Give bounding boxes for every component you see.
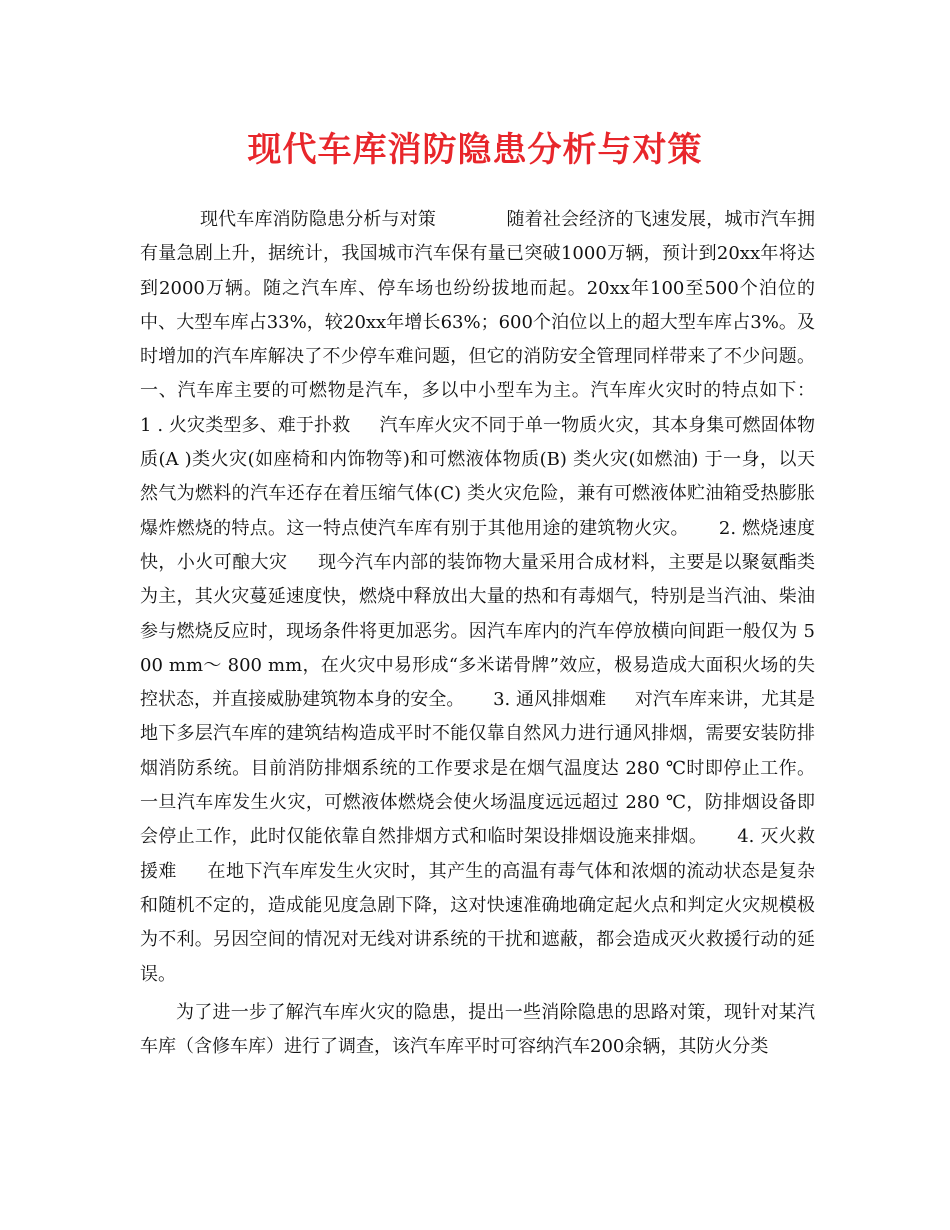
paragraph-2: 为了进一步了解汽车库火灾的隐患，提出一些消除隐患的思路对策，现针对某汽车库（含修车库）进行了调查，该汽车库平时可容纳汽车200余辆，其防火分类 xyxy=(140,1001,815,1058)
paragraph-1: 现代车库消防隐患分析与对策 随着社会经济的飞速发展，城市汽车拥有量急剧上升，据统计，我国城市汽车保有量已突破1000万辆，预计到20xx年将达到2000万辆。随之汽车库、停车场也纷纷拔地而起。20xx年100至500个泊位的中、大型车库占33%，较20xx年增长63%；600个泊位以上的超大型车库占3%。及时增加的汽车库解决了不少停车难问题，但它的消防安全管理同样带来了不少问题。 一、汽车库主要的可燃物是汽车，多以中小型车为主。汽车库火灾时的特点如下： 1 . 火灾类型多、难于扑救 汽车库火灾不同于单一物质火灾，其本身集可燃固体物质(A )类火灾(如座椅和内饰物等)和可燃液体物质(B) 类火灾(如燃油) 于一身，以天然气为燃料的汽车还存在着压缩气体(C) 类火灾危险，兼有可燃液体贮油箱受热膨胀爆炸燃烧的特点。这一特点使汽车库有别于其他用途的建筑物火灾。 2. 燃烧速度快，小火可酿大灾 现今汽车内部的装饰物大量采用合成材料，主要是以聚氨酯类为主，其火灾蔓延速度快，燃烧中释放出大量的热和有毒烟气，特别是当汽油、柴油参与燃烧反应时，现场条件将更加恶劣。因汽车库内的汽车停放横向间距一般仅为 500 mm～ 800 mm，在火灾中易形成“多米诺骨牌”效应，极易造成大面积火场的失控状态，并直接威胁建筑物本身的安全。 3. 通风排烟难 对汽车库来讲，尤其是地下多层汽车库的建筑结构造成平时不能仅靠自然风力进行通风排烟，需要安装防排烟消防系统。目前消防排烟系统的工作要求是在烟气温度达 280 ℃时即停止工作。一旦汽车库发生火灾，可燃液体燃烧会使火场温度远远超过 280 ℃，防排烟设备即会停止工作，此时仅能依靠自然排烟方式和临时架设排烟设施来排烟。 4. 灭火救援难 在地下汽车库发生火灾时，其产生的高温有毒气体和浓烟的流动状态是复杂和随机不定的，造成能见度急剧下降，这对快速准确地确定起火点和判定火灾规模极为不利。另因空间的情况对无线对讲系统的干扰和遮蔽，都会造成灭火救援行动的延误。 xyxy=(140,209,844,985)
document-title: 现代车库消防隐患分析与对策 xyxy=(247,130,703,170)
document-body xyxy=(140,203,844,1064)
